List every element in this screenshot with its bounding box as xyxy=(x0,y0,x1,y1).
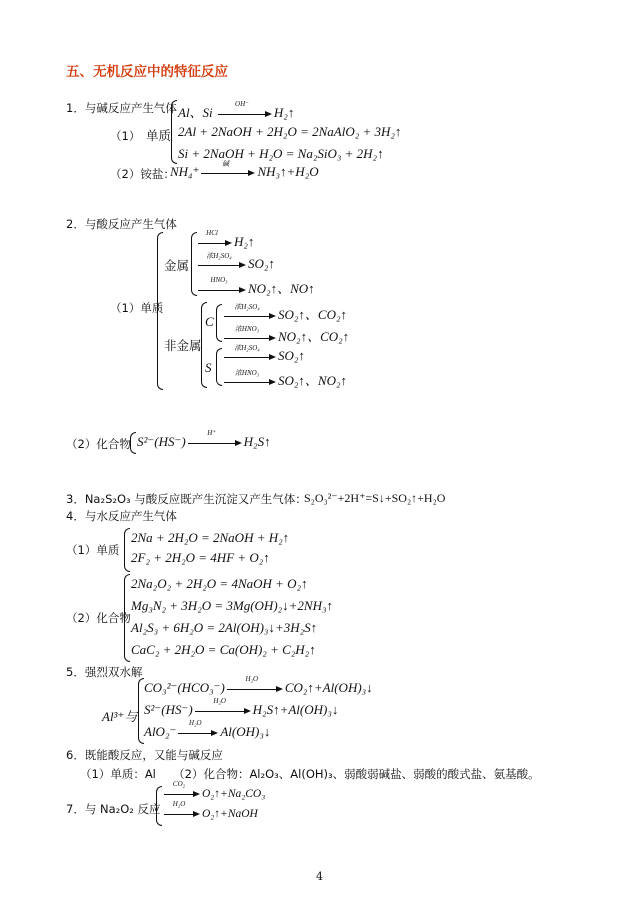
s2-p1: （1）单质 xyxy=(110,301,164,315)
s1-heading: 1．与碱反应产生气体 xyxy=(66,101,177,115)
s1-p1: （1） xyxy=(110,129,141,143)
s4-e3: 2Na₂O₂ + 2H₂O = 4NaOH + O₂↑ xyxy=(131,576,308,591)
s2-c1: 浓H₂SO₄ SO₂↑、CO₂↑ xyxy=(222,304,347,323)
s5-r3: AlO₂⁻ H₂O Al(OH)₃↓ xyxy=(144,719,271,739)
s4-e5: Al₂S₃ + 6H₂O = 2Al(OH)₃↓+3H₂S↑ xyxy=(131,620,318,635)
s2-jinshu: 金属 xyxy=(164,258,190,273)
s1-brace xyxy=(171,100,177,164)
page-number: 4 xyxy=(316,870,323,883)
s2-c: C xyxy=(205,314,214,329)
s4-p1: （1）单质 xyxy=(66,543,120,557)
s5-al: Al³⁺与 xyxy=(102,709,138,724)
s7-r1: CO₂ O₂↑+Na₂CO₃ xyxy=(162,788,265,800)
s7-r2: H₂O O₂↑+NaOH xyxy=(162,808,258,820)
s5-r2: S²⁻(HS⁻) H₂O H₂S↑+Al(OH)₃↓ xyxy=(144,697,339,717)
s4-heading: 4．与水反应产生气体 xyxy=(66,509,177,523)
s2-comp: S²⁻(HS⁻) H⁺ H₂S↑ xyxy=(137,429,271,449)
s6-line: （1）单质：Al （2）化合物：Al₂O₃、Al(OH)₃、弱酸弱碱盐、弱酸的酸式盐、氨基酸。 xyxy=(80,767,540,781)
s1-p2: （2）铵盐： xyxy=(110,167,175,181)
s4-brace1 xyxy=(124,528,130,572)
s2-m1: HCl H₂↑ xyxy=(196,234,254,250)
s1-eq1: 2Al + 2NaOH + 2H₂O = 2NaAlO₂ + 3H₂↑ xyxy=(178,124,402,139)
s4-brace2 xyxy=(124,574,130,662)
s6-heading: 6．既能酸反应，又能与碱反应 xyxy=(66,748,223,762)
s2-m2: 浓H₂SO₄ SO₂↑ xyxy=(196,256,275,272)
s5-r1: CO₃²⁻(HCO₃⁻) H₂O CO₂↑+Al(OH)₃↓ xyxy=(144,675,373,695)
section-title: 五、无机反应中的特征反应 xyxy=(66,64,228,80)
s1-line1: Al、Si OH⁻ H₂↑ xyxy=(178,100,295,120)
s4-e2: 2F₂ + 2H₂O = 4HF + O₂↑ xyxy=(131,550,270,565)
s2-s: S xyxy=(205,360,212,375)
s7-heading: 7．与 Na₂O₂ 反应 xyxy=(66,802,161,816)
s2-s2: 浓HNO₃ SO₂↑、NO₂↑ xyxy=(222,370,347,389)
s2-m3: HNO₃ NO₂↑、NO↑ xyxy=(196,278,315,297)
s2-c2: 浓HNO₃ NO₂↑、CO₂↑ xyxy=(222,326,349,345)
s2-brace-comp xyxy=(130,432,136,454)
s4-p2: （2）化合物 xyxy=(66,611,131,625)
s2-p2: （2）化合物 xyxy=(66,437,131,451)
s3-eq: S₂O₃²⁻+2H⁺=S↓+SO₂↑+H₂O xyxy=(304,491,446,505)
s2-s1: 浓H₂SO₄ SO₂↑ xyxy=(222,348,305,364)
s1-nh4: NH₄⁺ 碱 NH₃↑+H₂O xyxy=(170,160,319,179)
s1-eq2: Si + 2NaOH + H₂O = Na₂SiO₃ + 2H₂↑ xyxy=(178,146,384,161)
s2-heading: 2．与酸反应产生气体 xyxy=(66,217,177,231)
s4-e1: 2Na + 2H₂O = 2NaOH + H₂↑ xyxy=(131,530,290,545)
s2-feijinshu: 非金属 xyxy=(164,338,202,353)
s4-e6: CaC₂ + 2H₂O = Ca(OH)₂ + C₂H₂↑ xyxy=(131,642,316,657)
s1-danzhi: 单质 xyxy=(146,128,172,143)
s5-heading: 5．强烈双水解 xyxy=(66,665,143,679)
s3-heading: 3．Na₂S₂O₃ 与酸反应既产生沉淀又产生气体： xyxy=(66,492,307,506)
s4-e4: Mg₃N₂ + 3H₂O = 3Mg(OH)₂↓+2NH₃↑ xyxy=(131,598,334,613)
